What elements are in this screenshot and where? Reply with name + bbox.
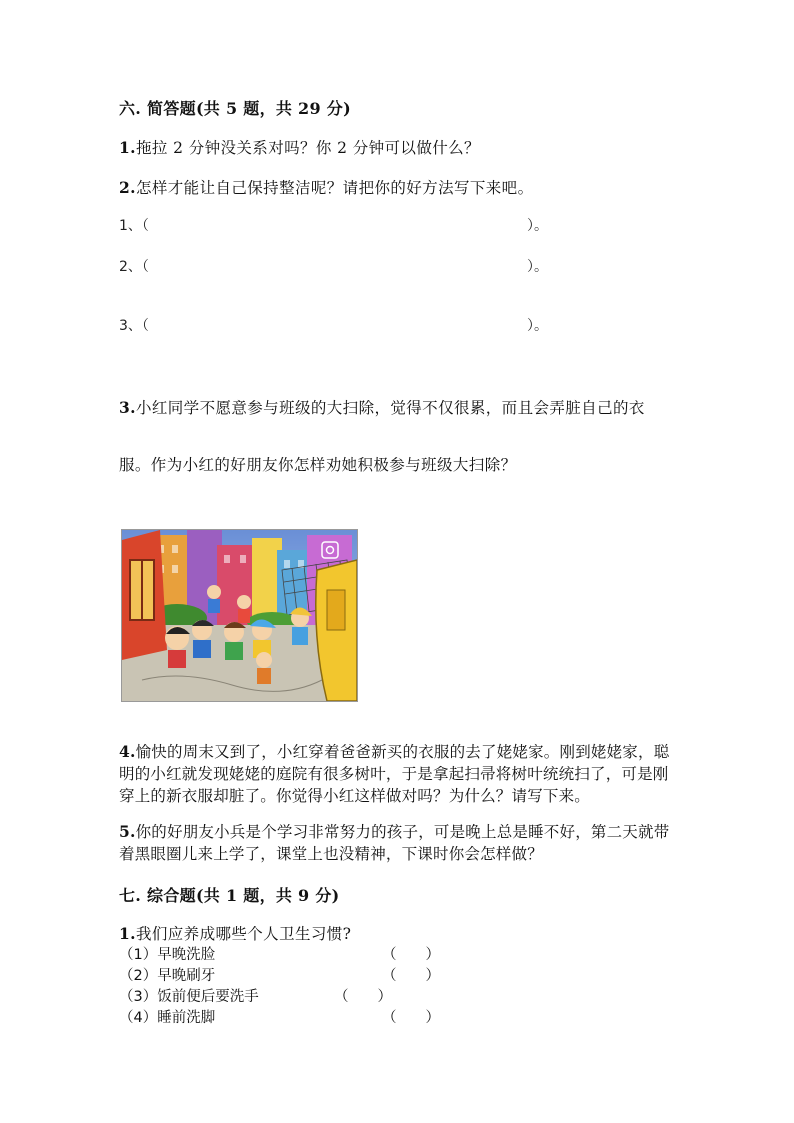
composite-question-1	[119, 922, 351, 944]
question-3-line-2: 服。作为小红的好朋友你怎样劝她积极参与班级大扫除？	[119, 456, 517, 474]
section-6-title: 六. 简答题(共 5 题，共 29 分)	[119, 99, 351, 118]
answer-blank-3-open: 3、（	[119, 318, 149, 334]
habit-item-2-answer: （ ）	[382, 968, 440, 984]
question-5-number: 5.	[119, 822, 136, 841]
question-1-number: 1.	[119, 138, 136, 157]
habit-item-1-answer: （ ）	[382, 947, 440, 963]
question-2	[119, 176, 534, 198]
question-3-text-line-1: 小红同学不愿意参与班级的大扫除，觉得不仅很累，而且会弄脏自己的衣	[135, 399, 645, 417]
answer-blank-1-open: 1、（	[119, 218, 149, 234]
composite-question-1-number: 1.	[119, 924, 136, 943]
habit-item-4-answer: （ ）	[382, 1010, 440, 1026]
habit-item-4-label: （4）睡前洗脚	[119, 1010, 216, 1026]
composite-question-1-text: 我们应养成哪些个人卫生习惯?	[135, 925, 352, 943]
question-5-text: 你的好朋友小兵是个学习非常努力的孩子，可是晚上总是睡不好，第二天就带着黑眼圈儿来上学了，课堂上也没精神，下课时你会怎样做？	[119, 823, 670, 863]
question-3-line-1	[119, 396, 645, 418]
habit-item-2-label: （2）早晚刷牙	[119, 968, 216, 984]
question-5	[119, 821, 679, 865]
answer-blank-3-close: ）。	[527, 318, 548, 334]
cartoon-illustration-art	[122, 530, 357, 701]
question-2-number: 2.	[119, 178, 136, 197]
question-1	[119, 136, 480, 158]
question-4-number: 4.	[119, 742, 136, 761]
habit-item-3-answer: （ ）	[334, 989, 392, 1005]
habit-item-1-label: （1）早晚洗脸	[119, 947, 216, 963]
question-4-text: 愉快的周末又到了，小红穿着爸爸新买的衣服的去了姥姥家。刚到姥姥家，聪明的小红就发现姥姥的庭院有很多树叶，于是拿起扫帚将树叶统统扫了，可是刚穿上的新衣服却脏了。你觉得小红这样做对吗？为什么？请写下来。	[119, 743, 670, 805]
cartoon-illustration	[121, 529, 358, 702]
answer-blank-1-close: ）。	[527, 218, 548, 234]
section-7-title: 七. 综合题(共 1 题，共 9 分)	[119, 886, 340, 905]
answer-blank-2-close: ）。	[527, 259, 548, 275]
question-4	[119, 741, 679, 807]
question-1-text: 拖拉 2 分钟没关系对吗？你 2 分钟可以做什么？	[135, 139, 480, 157]
answer-blank-2-open: 2、（	[119, 259, 149, 275]
habit-item-3-label: （3）饭前便后要洗手	[119, 989, 259, 1005]
question-2-text: 怎样才能让自己保持整洁呢？请把你的好方法写下来吧。	[135, 179, 534, 197]
question-3-number: 3.	[119, 398, 136, 417]
